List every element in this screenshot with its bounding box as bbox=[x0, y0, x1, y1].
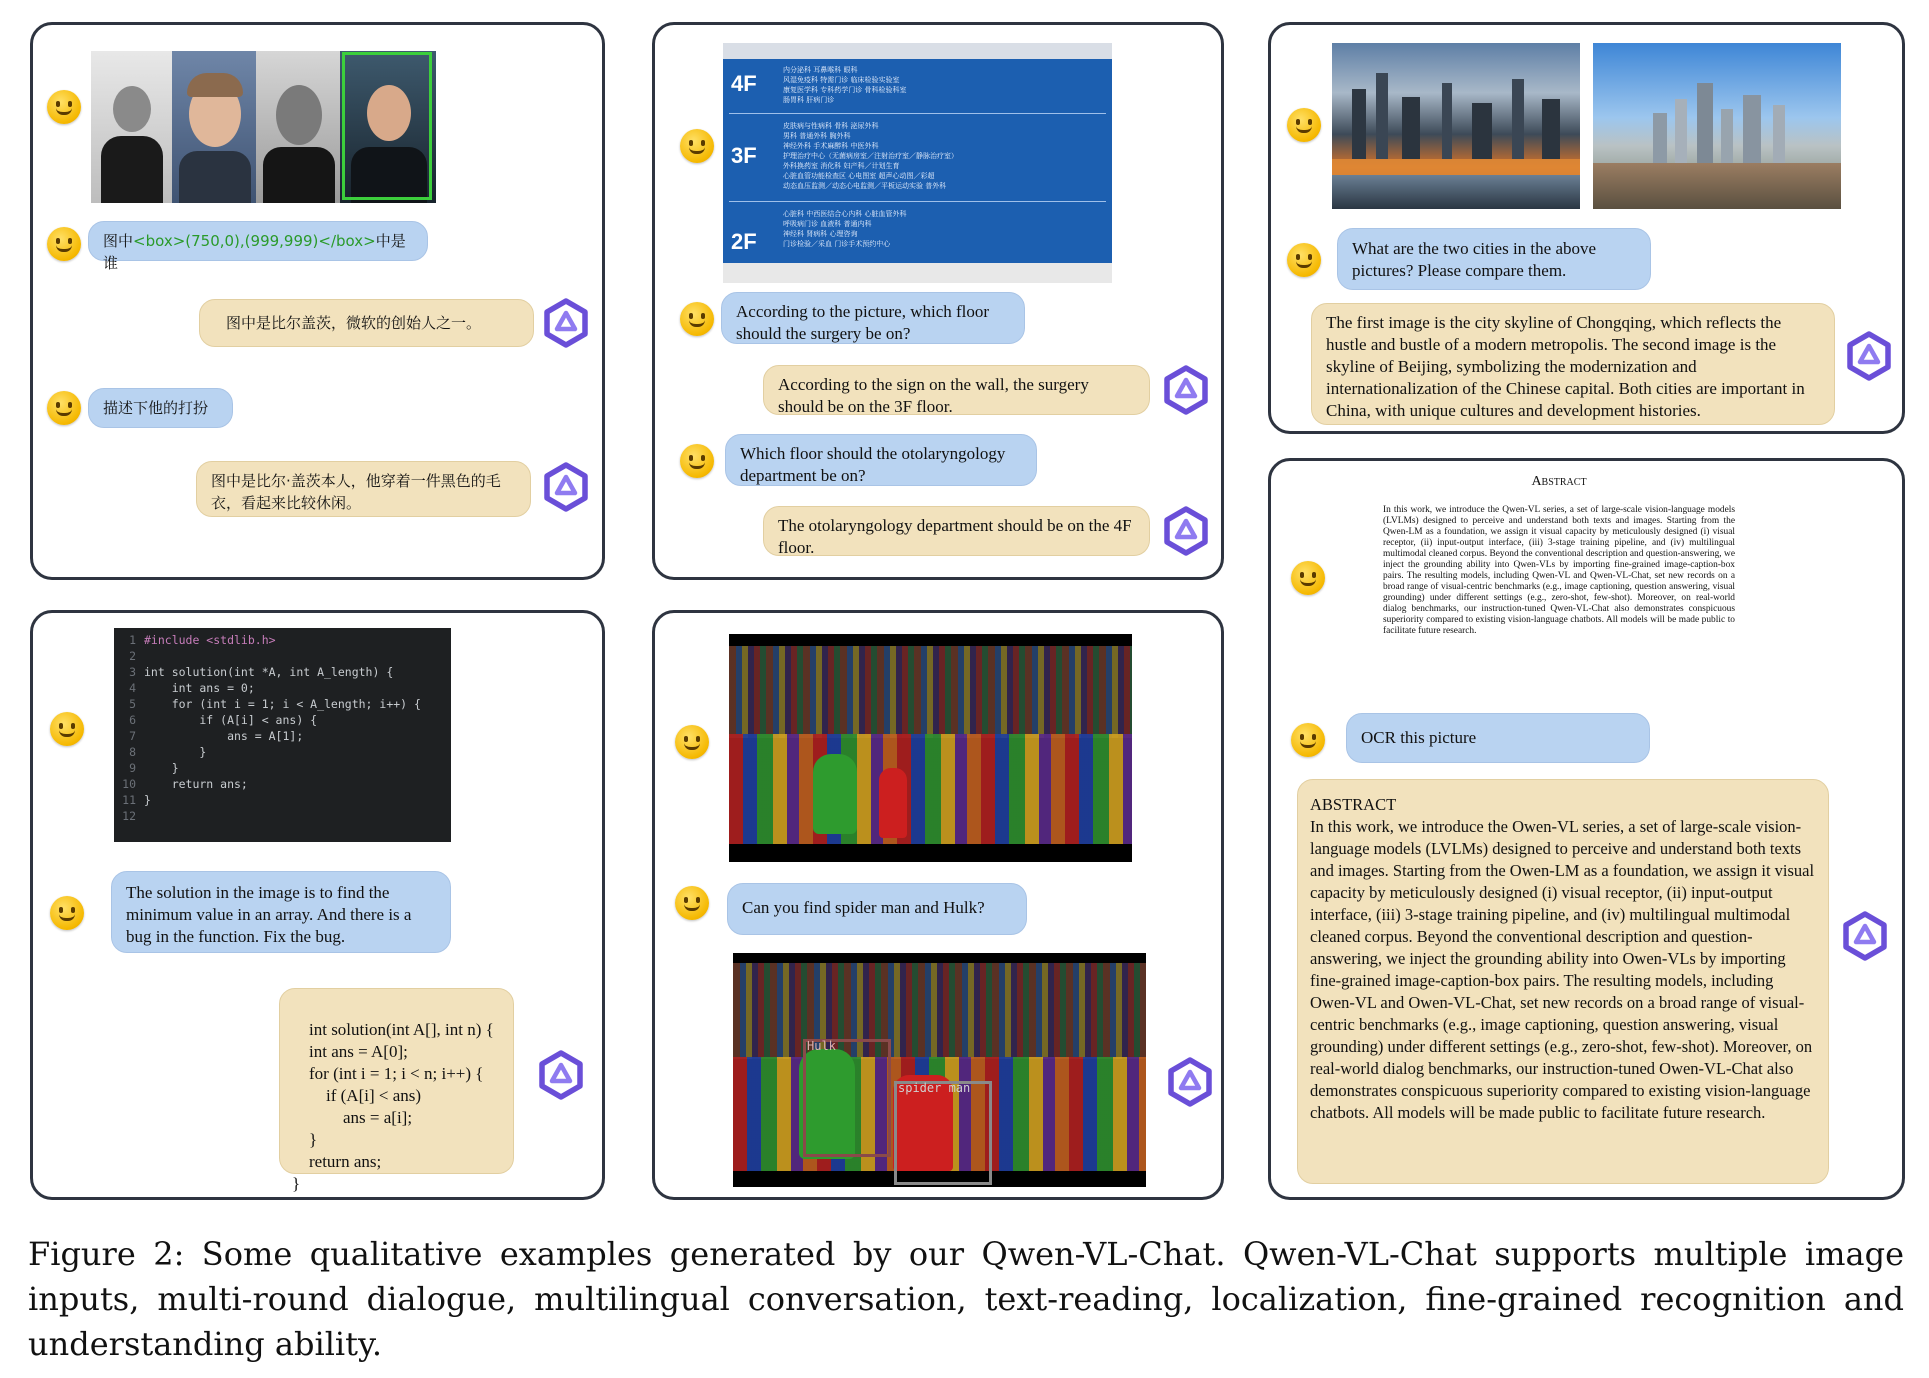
floor-label-4f: 4F bbox=[731, 71, 757, 96]
line-number: 6 bbox=[129, 713, 136, 727]
chongqing-photo bbox=[1332, 43, 1580, 209]
panel-hospital-sign bbox=[652, 22, 1224, 580]
abstract-page-text: In this work, we introduce the Qwen-VL series, a set of large-scale vision-language models (LVLMs) designed to perceive and understand both texts and images. Starting from the Qwen-LM as a foundation, we assign it visual capacity by meticulously designed (i) visual receptor, (ii) input-output interface, (iii) 3-stage training pipeline, and (iv) multilingual multimodal cleaned corpus. Beyond the conventional description and question-answering, we inject the grounding ability into Qwen-VLs by importing fine-grained image-caption-box pairs. The resulting models, including Qwen-VL and Qwen-VL-Chat, set new records on a broad range of visual-centric benchmarks (e.g., image captioning, question answering, visual grounding) under different settings (e.g., zero-shot, few-shot). Moreover, on real-world dialog benchmarks, our instruction-tuned Qwen-VL-Chat also demonstrates conspicuous superiority compared to existing vision-language chatbots. All models will be made public to facilitate future research. bbox=[1383, 505, 1735, 636]
superheroes-detection-image bbox=[733, 953, 1146, 1187]
question-text: According to the picture, which floor should the surgery be on? bbox=[736, 302, 990, 343]
answer-heading: ABSTRACT bbox=[1310, 795, 1397, 814]
code-line bbox=[114, 760, 451, 776]
abstract-page-heading: Abstract bbox=[1531, 474, 1587, 489]
sign-rows-3f: 皮肤病与性病科 骨科 泌尿外科 男科 普通外科 胸外科 神经外科 手术麻醉科 中医外科 护理治疗中心（无菌病房室／注射治疗室／静脉治疗室） 外科换药室 消化科 妇产科／计划生育 心脏血管功能检查区 心电图室 超声心动图／彩超 动态血压监测／动态心电监测／平板运动实验 普外科 bbox=[783, 122, 958, 190]
hulk-label: Hulk bbox=[807, 1039, 836, 1053]
qwen-logo-icon bbox=[1840, 911, 1890, 961]
line-number: 7 bbox=[129, 729, 136, 743]
floor-label-3f: 3F bbox=[731, 143, 757, 168]
assistant-answer-bubble bbox=[763, 506, 1150, 556]
question-text: Which floor should the otolaryngology department be on? bbox=[740, 444, 1006, 485]
hulk-detection-box bbox=[803, 1039, 891, 1157]
code-text: } bbox=[144, 761, 179, 775]
qwen-logo-icon bbox=[1161, 506, 1211, 556]
code-line bbox=[114, 632, 451, 648]
answer-text: 图中是比尔·盖茨本人，他穿着一件黑色的毛衣，看起来比较休闲。 bbox=[211, 472, 501, 512]
user-smiley-icon bbox=[50, 896, 84, 930]
question-text: Can you find spider man and Hulk? bbox=[742, 898, 985, 917]
code-text: } bbox=[144, 745, 207, 759]
answer-text: 图中是比尔盖茨，微软的创始人之一。 bbox=[226, 314, 482, 332]
user-question-bubble bbox=[1346, 713, 1650, 763]
user-smiley-icon bbox=[1287, 108, 1321, 142]
answer-text: According to the sign on the wall, the surgery should be on the 3F floor. bbox=[778, 375, 1089, 416]
question-text: OCR this picture bbox=[1361, 728, 1477, 747]
portrait-photos bbox=[91, 51, 436, 203]
qwen-logo-icon bbox=[541, 462, 591, 512]
box-coordinates: <box>(750,0),(999,999)</box> bbox=[133, 232, 376, 250]
user-smiley-icon bbox=[47, 391, 81, 425]
code-text: for (int i = 1; i < A_length; i++) { bbox=[144, 697, 421, 711]
question-text: What are the two cities in the above pictures? Please compare them. bbox=[1352, 239, 1597, 280]
figure-caption: Figure 2: Some qualitative examples generated by our Qwen-VL-Chat. Qwen-VL-Chat supports multiple image inputs, multi-round dialogue, multilingual conversation, text-reading, localization, fine-grained recognition and understanding ability. bbox=[28, 1235, 1904, 1363]
code-lines bbox=[114, 632, 451, 824]
user-smiley-icon bbox=[1287, 243, 1321, 277]
answer-text: The otolaryngology department should be on the 4F floor. bbox=[778, 516, 1132, 557]
abstract-page-image bbox=[1351, 473, 1767, 705]
code-line bbox=[114, 664, 451, 680]
line-number: 11 bbox=[122, 793, 136, 807]
user-smiley-icon bbox=[50, 712, 84, 746]
user-question-bubble bbox=[88, 221, 428, 272]
line-number: 1 bbox=[129, 633, 136, 647]
line-number: 8 bbox=[129, 745, 136, 759]
grounding-box bbox=[342, 52, 432, 200]
user-smiley-icon bbox=[675, 725, 709, 759]
qwen-logo-icon bbox=[541, 298, 591, 348]
qwen-logo-icon bbox=[536, 1050, 586, 1100]
code-line bbox=[114, 808, 451, 824]
floor-label-2f: 2F bbox=[731, 229, 757, 254]
answer-text: The first image is the city skyline of Chongqing, which reflects the hustle and bustle of a modern metropolis. The second image is the skyline of Beijing, symbolizing the modernization and internationalization of the Chinese capital. Both cities are important in China, with unique cultures and development histories. bbox=[1326, 313, 1805, 420]
user-question-bubble bbox=[725, 434, 1037, 486]
assistant-answer-bubble bbox=[763, 365, 1150, 415]
question-text: 图中 bbox=[103, 232, 134, 250]
qwen-logo-icon bbox=[1844, 331, 1894, 381]
code-text: int solution(int *A, int A_length) { bbox=[144, 665, 394, 679]
sign-rows-2f: 心脏科 中西医结合心内科 心脏血管外科 呼吸病门诊 血液科 普通内科 神经科 肾病科 心理咨询 门诊检验／采血 门诊手术预约中心 bbox=[783, 210, 907, 248]
user-smiley-icon bbox=[675, 886, 709, 920]
qwen-logo-icon bbox=[1161, 365, 1211, 415]
line-number: 9 bbox=[129, 761, 136, 775]
answer-code-text: int solution(int A[], int n) { int ans = A[0]; for (int i = 1; i < n; i++) { if (A[i] < ans) ans = a[i]; } return ans; } bbox=[292, 1020, 494, 1193]
assistant-code-answer-bubble bbox=[279, 988, 514, 1193]
code-text: ans = A[1]; bbox=[144, 729, 304, 743]
hospital-floor-sign bbox=[723, 43, 1112, 283]
code-text: } bbox=[144, 793, 151, 807]
user-question-bubble bbox=[727, 883, 1027, 935]
panel-celebrity-grounding bbox=[30, 22, 605, 580]
assistant-answer-bubble bbox=[1311, 303, 1835, 425]
code-text: if (A[i] < ans) { bbox=[144, 713, 318, 727]
line-number: 12 bbox=[122, 809, 136, 823]
user-smiley-icon bbox=[680, 129, 714, 163]
code-line bbox=[114, 680, 451, 696]
line-number: 5 bbox=[129, 697, 136, 711]
panel-superhero-grounding bbox=[652, 610, 1224, 1200]
panel-city-comparison bbox=[1268, 22, 1905, 434]
superheroes-image bbox=[729, 634, 1132, 862]
assistant-answer-bubble bbox=[196, 461, 531, 517]
line-number: 3 bbox=[129, 665, 136, 679]
line-number: 2 bbox=[129, 649, 136, 663]
beijing-photo bbox=[1593, 43, 1841, 209]
spiderman-detection-box bbox=[894, 1081, 992, 1185]
code-text: return ans; bbox=[144, 777, 248, 791]
user-smiley-icon bbox=[47, 227, 81, 261]
user-smiley-icon bbox=[680, 302, 714, 336]
user-question-bubble bbox=[111, 871, 451, 953]
code-line bbox=[114, 744, 451, 760]
user-question-bubble bbox=[88, 388, 233, 428]
code-screenshot bbox=[114, 628, 451, 842]
user-question-bubble bbox=[721, 292, 1025, 344]
user-smiley-icon bbox=[680, 444, 714, 478]
panel-ocr-abstract bbox=[1268, 458, 1905, 1200]
line-number: 4 bbox=[129, 681, 136, 695]
code-line bbox=[114, 696, 451, 712]
user-smiley-icon bbox=[1291, 723, 1325, 757]
user-question-bubble bbox=[1337, 228, 1651, 290]
code-line bbox=[114, 728, 451, 744]
code-line bbox=[114, 792, 451, 808]
spiderman-label: spider man bbox=[898, 1081, 971, 1095]
code-text: #include <stdlib.h> bbox=[144, 633, 276, 647]
user-smiley-icon bbox=[1291, 561, 1325, 595]
code-line bbox=[114, 776, 451, 792]
line-number: 10 bbox=[122, 777, 136, 791]
answer-text: In this work, we introduce the Owen-VL series, a set of large-scale vision-language models (LVLMs) designed to perceive and understand both texts and images. Starting from the Owen-LM as a foundation, we assign it visual capacity by meticulously designed (i) visual receptor, (ii) input-output interface, (iii) 3-stage training pipeline, and (iv) multilingual multimodal cleaned corpus. Beyond the conventional description and question-answering, we inject the grounding ability into Owen-VLs by importing fine-grained image-caption-box pairs. The resulting models, including Owen-VL and Owen-VL-Chat, set new records on a broad range of visual-centric benchmarks (e.g., image captioning, question answering, visual grounding) under different settings (e.g., zero-shot, few-shot). Moreover, on real-world dialog benchmarks, our instruction-tuned Owen-VL-Chat also demonstrates conspicuous superiority compared to existing vision-language chatbots. All models will be made public to facilitate future research. bbox=[1310, 817, 1815, 1122]
panel-code-fix bbox=[30, 610, 605, 1200]
assistant-answer-bubble bbox=[1297, 779, 1829, 1184]
question-text: 描述下他的打扮 bbox=[103, 399, 209, 417]
assistant-answer-bubble bbox=[199, 299, 534, 347]
question-text-suffix: 中是谁 bbox=[103, 232, 406, 272]
user-smiley-icon bbox=[47, 90, 81, 124]
code-text: int ans = 0; bbox=[144, 681, 255, 695]
question-text: The solution in the image is to find the minimum value in an array. And there is a bug in the function. Fix the bug. bbox=[126, 883, 412, 946]
qwen-logo-icon bbox=[1165, 1057, 1215, 1107]
code-line bbox=[114, 648, 451, 664]
code-line bbox=[114, 712, 451, 728]
sign-rows-4f: 内分泌科 耳鼻喉科 眼科 风湿免疫科 特需门诊 临床检验实验室 康复医学科 专科药学门诊 骨科检验科室 肠胃科 肝病门诊 bbox=[783, 66, 907, 104]
